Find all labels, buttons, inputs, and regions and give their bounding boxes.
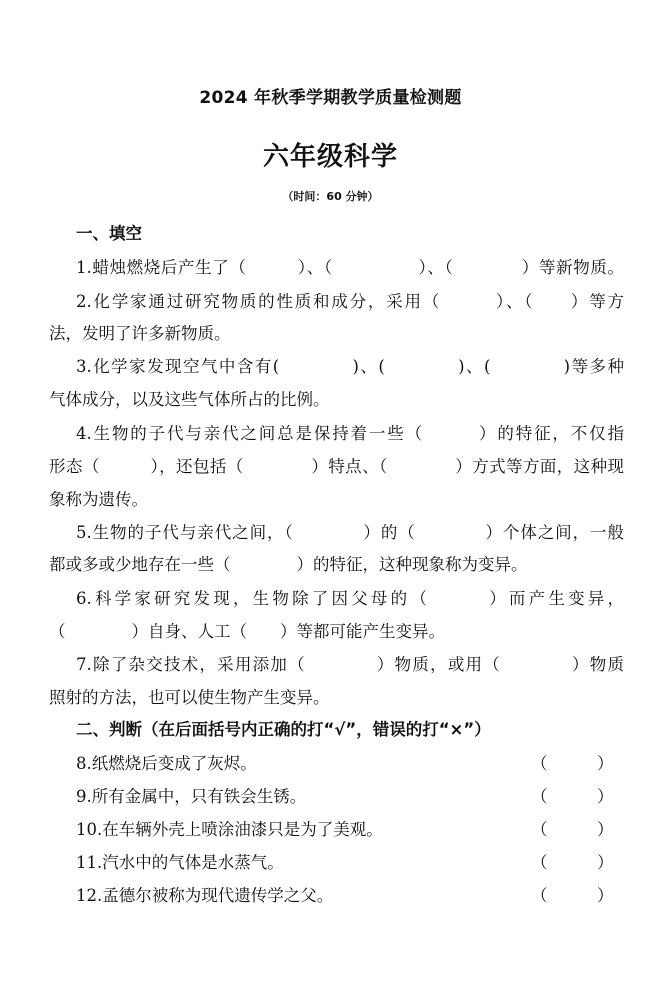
answer-paren-10: （ ） [531,820,614,839]
answer-paren-8: （ ） [531,754,614,773]
question-6-line-1: 6.科学家研究发现，生物除了因父母的（ ）而产生变异， [76,589,624,608]
subject-title: 六年级科学 [262,142,398,172]
question-6-line-2: （ ）自身、人工（ ）等都可能产生变异。 [49,622,445,641]
question-2-line-1: 2.化学家通过研究物质的性质和成分，采用（ ）、（ ）等方 [76,292,624,311]
question-7-line-2: 照射的方法，也可以使生物产生变异。 [49,688,330,707]
question-4-line-2: 形态（ ），还包括（ ）特点、（ ）方式等方面，这种现 [49,457,624,476]
judge-item-12: 12.孟德尔被称为现代遗传学之父。 [76,886,334,905]
question-4-line-1: 4.生物的子代与亲代之间总是保持着一些（ ）的特征，不仅指 [76,424,624,443]
section-fill-in-heading: 一、填空 [76,224,142,243]
judge-item-9: 9.所有金属中，只有铁会生锈。 [76,787,307,806]
judge-item-8: 8.纸燃烧后变成了灰烬。 [76,754,257,773]
question-7-line-1: 7.除了杂交技术，采用添加（ ）物质，或用（ ）物质 [76,655,624,674]
exam-time: （时间：60 分钟） [282,190,379,203]
judge-item-10: 10.在车辆外壳上喷涂油漆只是为了美观。 [76,820,383,839]
answer-paren-12: （ ） [531,886,614,905]
question-1: 1.蜡烛燃烧后产生了（ ）、（ ）、（ ）等新物质。 [76,258,624,277]
question-5-line-2: 都或多或少地存在一些（ ）的特征，这种现象称为变异。 [49,555,528,574]
question-5-line-1: 5.生物的子代与亲代之间，（ ）的（ ）个体之间，一般 [76,523,624,542]
question-4-line-3: 象称为遗传。 [49,490,148,509]
answer-paren-11: （ ） [531,853,614,872]
judge-item-11: 11.汽水中的气体是水蒸气。 [76,853,284,872]
answer-paren-9: （ ） [531,787,614,806]
exam-title: 2024 年秋季学期教学质量检测题 [199,88,462,108]
section-judge-heading: 二、判断（在后面括号内正确的打“√”，错误的打“×”） [76,720,491,739]
question-3-line-2: 气体成分，以及这些气体所占的比例。 [49,390,330,409]
question-3-line-1: 3.化学家发现空气中含有( )、( )、( )等多种 [76,357,624,376]
question-2-line-2: 法，发明了许多新物质。 [49,324,231,343]
